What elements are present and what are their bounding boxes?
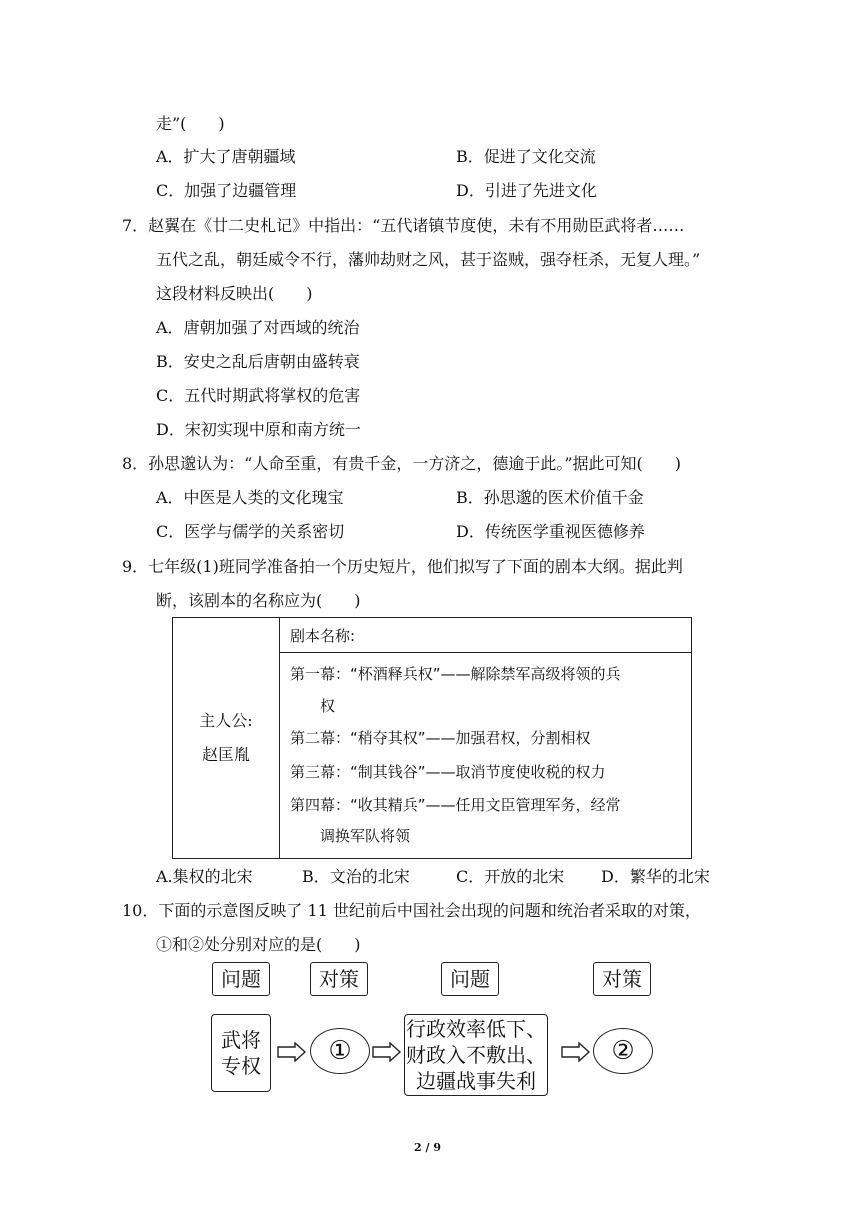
q6-option-b: B．促进了文化交流	[456, 147, 596, 166]
q7-option-c: C．五代时期武将掌权的危害	[156, 386, 361, 405]
q9-option-c: C．开放的北宋	[456, 867, 565, 886]
box1-line2: 专权	[221, 1054, 261, 1078]
q9-option-d: D．繁华的北宋	[601, 867, 710, 886]
q7-option-d: D．宋初实现中原和南方统一	[156, 420, 361, 439]
q6-option-a: A．扩大了唐朝疆域	[156, 147, 296, 166]
diagram-oval-1	[310, 1028, 370, 1074]
q9-option-a: A.集权的北宋	[156, 867, 253, 886]
act3-line: 第三幕：“制其钱谷”——取消节度使收税的权力	[290, 763, 606, 781]
q8-option-a: A．中医是人类的文化瑰宝	[156, 488, 344, 507]
arrow-icon-1	[277, 1042, 307, 1062]
q7-stem-line3: 这段材料反映出( )	[156, 284, 313, 303]
page-number: 2 / 9	[414, 1141, 441, 1154]
acts-cell	[280, 653, 692, 859]
q7-stem-line2: 五代之乱，朝廷威令不行，藩帅劫财之风，甚于盗贼，强夺枉杀，无复人理。”	[156, 250, 701, 269]
oval2-label: ②	[611, 1036, 635, 1066]
box1-line1: 武将	[221, 1028, 261, 1052]
q10-stem-line1: 10．下面的示意图反映了 11 世纪前后中国社会出现的问题和统治者采取的对策，	[122, 901, 701, 920]
arrow-icon-2	[372, 1042, 402, 1062]
box2-line1: 行政效率低下、	[406, 1017, 546, 1041]
q7-stem-line1: 7．赵翼在《廿二史札记》中指出：“五代诸镇节度使，未有不用勋臣武将者……	[122, 216, 685, 235]
q9-option-b: B．文治的北宋	[302, 867, 410, 886]
box2-line2: 财政入不敷出、	[406, 1043, 546, 1067]
q6-stem-tail: 走”( )	[156, 114, 225, 133]
diagram-label-solution-2: 对策	[593, 962, 651, 996]
q8-option-b: B．孙思邈的医术价值千金	[456, 488, 644, 507]
q9-stem-line1: 9．七年级(1)班同学准备拍一个历史短片，他们拟写了下面的剧本大纲。据此判	[122, 557, 683, 576]
q9-stem-line2: 断，该剧本的名称应为( )	[156, 591, 361, 610]
act2-line: 第二幕：“稍夺其权”——加强君权，分割相权	[290, 729, 591, 747]
diagram-label-problem-1: 问题	[212, 962, 270, 996]
q8-option-c: C．医学与儒学的关系密切	[156, 522, 345, 541]
act1-line2: 权	[320, 697, 336, 715]
script-outline-table	[172, 617, 692, 859]
diagram-box-military-power	[211, 1014, 271, 1092]
q8-option-d: D．传统医学重视医德修养	[456, 522, 645, 541]
q8-stem: 8．孙思邈认为：“人命至重，有贵千金，一方济之，德逾于此。”据此可知( )	[122, 454, 682, 473]
q7-option-a: A．唐朝加强了对西域的统治	[156, 318, 360, 337]
diagram-label-solution-1: 对策	[310, 962, 368, 996]
q10-stem-line2: ①和②处分别对应的是( )	[156, 935, 361, 954]
q7-option-b: B．安史之乱后唐朝由盛转衰	[156, 352, 360, 371]
arrow-icon-3	[561, 1042, 591, 1062]
oval1-label: ①	[328, 1036, 352, 1066]
act4-line2: 调换军队将领	[320, 827, 411, 845]
protagonist-label: 主人公:	[199, 711, 253, 730]
act4-line1: 第四幕：“收其精兵”——任用文臣管理军务，经常	[290, 796, 621, 814]
act1-line1: 第一幕：“杯酒释兵权”——解除禁军高级将领的兵	[290, 665, 621, 683]
script-title-label: 剧本名称:	[290, 626, 356, 645]
protagonist-name: 赵匡胤	[201, 745, 250, 764]
q6-option-c: C．加强了边疆管理	[156, 181, 297, 200]
box2-line3: 边疆战事失利	[416, 1069, 536, 1093]
script-title-cell	[280, 618, 692, 653]
q6-option-d: D．引进了先进文化	[456, 181, 597, 200]
diagram-box-problems	[404, 1014, 548, 1096]
diagram-label-problem-2: 问题	[441, 962, 499, 996]
diagram-oval-2	[593, 1028, 653, 1074]
protagonist-cell	[173, 618, 280, 859]
